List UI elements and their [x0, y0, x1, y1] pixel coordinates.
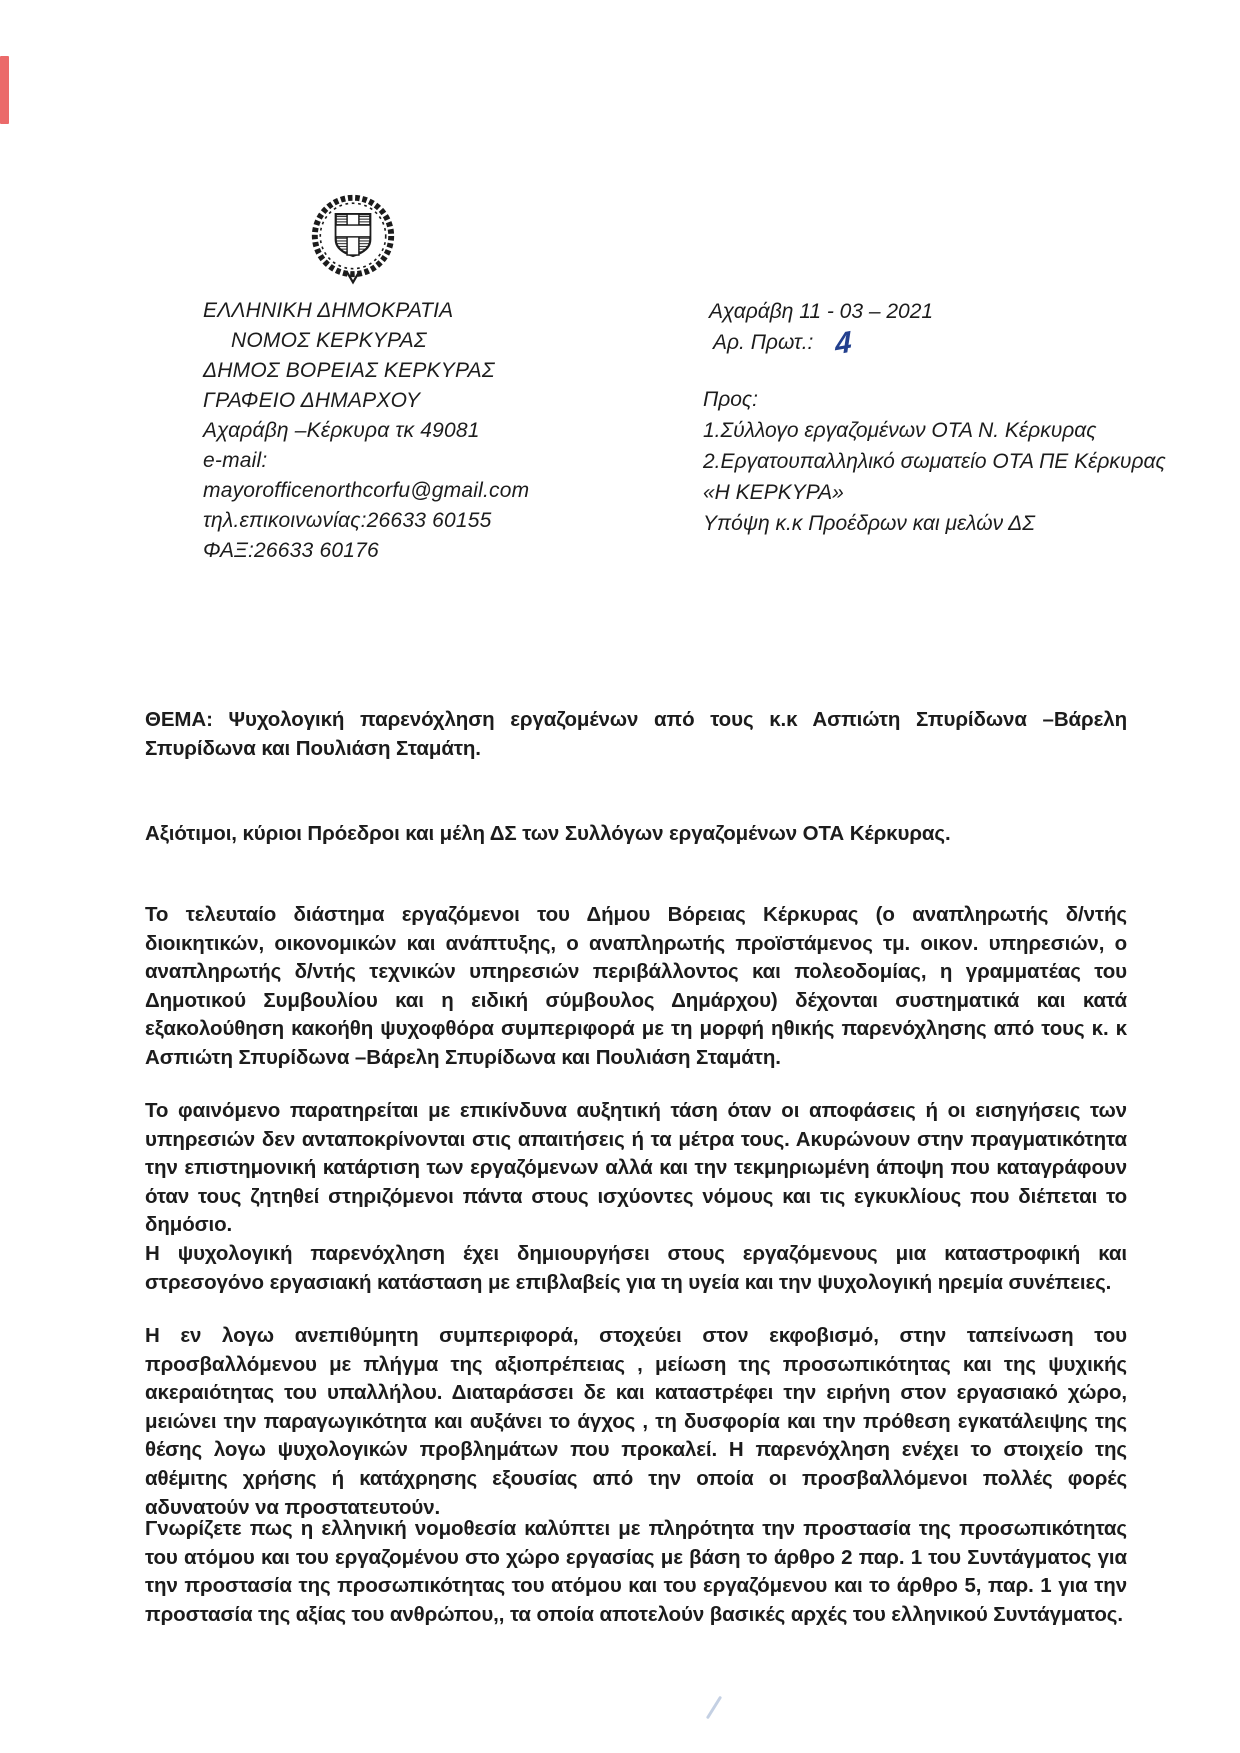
- sender-phone: τηλ.επικοινωνίας:26633 60155: [203, 509, 492, 532]
- paragraph-3: Η ψυχολογική παρενόχληση έχει δημιουργήσει στους εργαζόμενους μια καταστροφική και στρεσογόνο εργασιακή κατάσταση με επιβλαβείς για τη υγεία και την ψυχολογική ηρεμία συνέπειες.: [145, 1242, 1127, 1294]
- date-line: Αχαράβη 11 - 03 – 2021: [709, 300, 934, 323]
- sender-fax: ΦΑΞ:26633 60176: [203, 539, 379, 562]
- sender-office: ΓΡΑΦΕΙΟ ΔΗΜΑΡΧΟΥ: [203, 389, 421, 412]
- recipient-2: 2.Εργατουπαλληλικό σωματείο ΟΤΑ ΠΕ Κέρκυρας: [703, 450, 1166, 473]
- paragraph-4: Η εν λογω ανεπιθύμητη συμπεριφορά, στοχεύει στον εκφοβισμό, στην ταπείνωση του προσβαλλόμενου με πλήγμα της αξιοπρέπειας , μείωση της προσωπικότητας και της ψυχικής ακεραιότητας του υπαλλήλου. Διαταράσσει δε και καταστρέφει την ειρήνη στον εργασιακό χώρο, μειώνει την παραγωγικότητα και αυξάνει το άγχος , τη δυσφορία και την πρόθεση εγκατάλειψης της θέσης λογω ψυχολογικών προβλημάτων που προκαλεί. Η παρενόχληση ενέχει το στοιχείο της αθέμιτης χρήσης ή κατάχρησης εξουσίας από την οποία οι προσβαλλόμενοι πολλές φορές αδυνατούν να προστατευτούν.: [145, 1324, 1127, 1519]
- sender-municipality: ΔΗΜΟΣ ΒΟΡΕΙΑΣ ΚΕΡΚΥΡΑΣ: [203, 359, 495, 382]
- paragraph-2: Το φαινόμενο παρατηρείται με επικίνδυνα αυξητική τάση όταν οι αποφάσεις ή οι εισηγήσεις των υπηρεσιών δεν ανταποκρίνονται στις απαιτήσεις ή τα μέτρα τους. Ακυρώνουν στην πραγματικότητα την επιστημονική κατάρτιση των εργαζόμενων αλλά και την τεκμηριωμένη άποψη που καταγράφουν όταν τους ζητηθεί στηριζόμενοι πάντα στους ισχύοντες νόμους και τις εγκυκλίους που διέπεται το δημόσιο.: [145, 1099, 1127, 1237]
- scan-artifact-stripe: [0, 56, 9, 124]
- pen-mark: [706, 1696, 722, 1720]
- salutation: Αξιότιμοι, κύριοι Πρόεδροι και μέλη ΔΣ των Συλλόγων εργαζομένων ΟΤΑ Κέρκυρας.: [145, 822, 951, 845]
- spacer: [703, 358, 1183, 384]
- sender-email: mayorofficenorthcorfu@gmail.com: [203, 479, 530, 502]
- protocol-label: Αρ. Πρωτ.:: [713, 331, 814, 354]
- paragraph-5: Γνωρίζετε πως η ελληνική νομοθεσία καλύπτει με πληρότητα την προστασία της προσωπικότητας του ατόμου και του εργαζομένου στο χώρο εργασίας με βάση το άρθρο 2 παρ. 1 του Συντάγματος για την προστασία της προσωπικότητας του ατόμου και του εργαζόμενου και το άρθρο 5, παρ. 1 για την προστασία της αξίας του ανθρώπου,, τα οποία αποτελούν βασικές αρχές του ελληνικού Συντάγματος.: [145, 1517, 1127, 1626]
- recipient-block: [703, 296, 1183, 539]
- sender-prefecture: ΝΟΜΟΣ ΚΕΡΚΥΡΑΣ: [231, 329, 427, 352]
- protocol-line: [703, 325, 1183, 362]
- sender-country: ΕΛΛΗΝΙΚΗ ΔΗΜΟΚΡΑΤΙΑ: [203, 299, 454, 322]
- paragraph-1: Το τελευταίο διάστημα εργαζόμενοι του Δήμου Βόρειας Κέρκυρας (ο αναπληρωτής δ/ντής διοικητικών, οικονομικών και ανάπτυξης, ο αναπληρωτής προϊστάμενος τμ. οικον. υπηρεσιών, ο αναπληρωτής δ/ντής τεχνικών υπηρεσιών περιβάλλοντος και πολεοδομίας, η γραμματέας του Δημοτικού Συμβουλίου και η ειδική σύμβουλος Δημάρχου) δέχονται συστηματικά και κατά εξακολούθηση κακοήθη ψυχοφθόρα συμπεριφορά με τη μορφή ηθικής παρενόχλησης από τους κ. κ Ασπιώτη Σπυρίδωνα –Βάρελη Σπυρίδωνα και Πουλιάση Σταμάτη.: [145, 903, 1127, 1069]
- attention-line: Υπόψη κ.κ Προέδρων και μελών ΔΣ: [703, 512, 1035, 535]
- sender-address: Αχαράβη –Κέρκυρα τκ 49081: [203, 419, 480, 442]
- handwritten-protocol-number: 4: [834, 325, 853, 362]
- recipient-1: 1.Σύλλογο εργαζομένων ΟΤΑ Ν. Κέρκυρας: [703, 419, 1097, 442]
- subject-line: ΘΕΜΑ: Ψυχολογική παρενόχληση εργαζομένων από τους κ.κ Ασπιώτη Σπυρίδωνα –Βάρελη Σπυρίδωνα και Πουλιάση Σταμάτη.: [145, 708, 1127, 760]
- to-label: Προς:: [703, 388, 758, 411]
- recipient-2-name: «Η ΚΕΡΚΥΡΑ»: [703, 481, 844, 504]
- sender-email-label: e-mail:: [203, 449, 268, 472]
- greek-coat-of-arms-icon: [303, 192, 403, 289]
- sender-block: [203, 296, 623, 566]
